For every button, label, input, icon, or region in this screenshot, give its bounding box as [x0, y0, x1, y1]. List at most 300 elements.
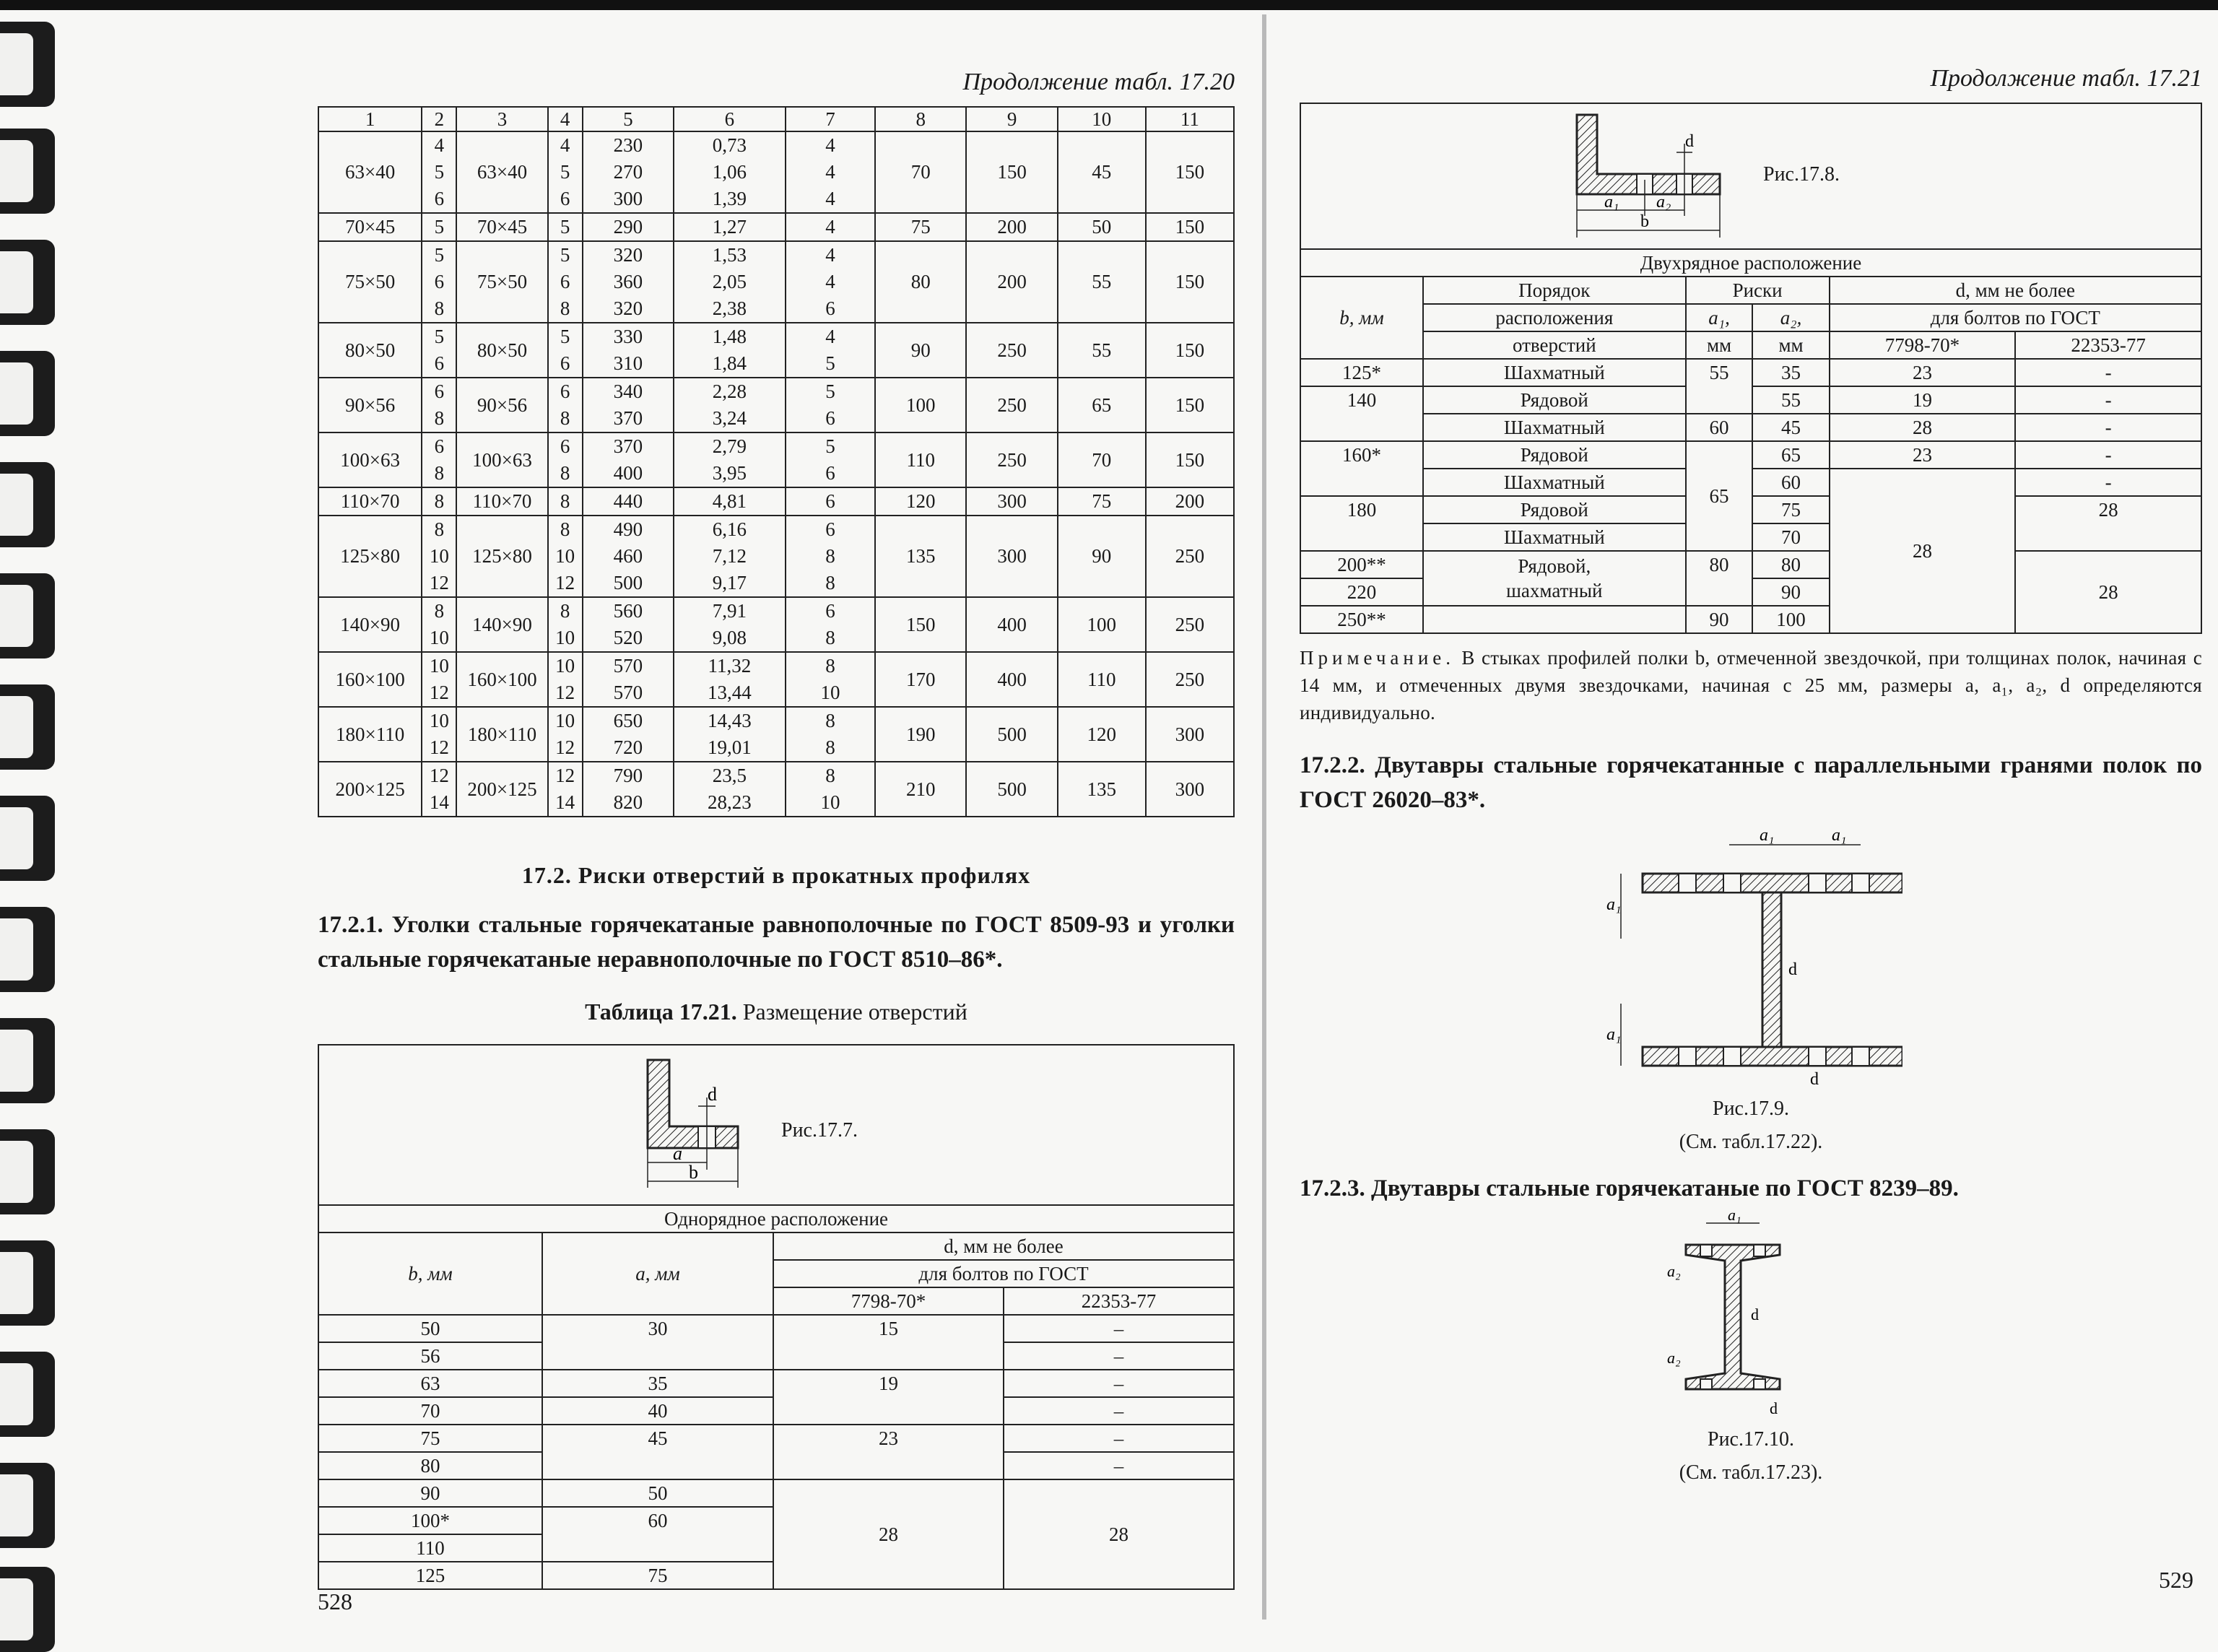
cell-line: 6 [825, 518, 835, 540]
table-cell: 150 [1146, 378, 1234, 432]
cell-line: 1,84 [712, 352, 747, 374]
dim-d-label: d [1685, 132, 1694, 151]
table-cell: 80×50 [318, 323, 422, 378]
cell-line: 310 [613, 352, 643, 374]
table-cell: 150 [1146, 323, 1234, 378]
table-cell [674, 131, 786, 213]
cell-line: 490 [613, 518, 643, 540]
cell-line: 560 [613, 600, 643, 622]
table-cell: 120 [1058, 707, 1146, 762]
table-cell [583, 378, 674, 432]
table-cell: 300 [966, 487, 1057, 516]
cell-line: 9,08 [712, 627, 747, 648]
table-cell: 80 [1752, 551, 1829, 578]
paragraph-17-2-2: 17.2.2. Двутавры стальные горячекатанные с параллельными гранями полок по ГОСТ 26020–83*. [1300, 752, 2202, 813]
cell-line: 8 [434, 462, 445, 484]
cell-line: 360 [613, 271, 643, 292]
cell-line: 4 [825, 244, 835, 266]
dim-a1-label: a₁ [1760, 830, 1775, 845]
cell-line: 10 [429, 655, 449, 677]
cell-line: 8 [560, 297, 570, 319]
figure-17-8-caption: Рис.17.8. [1763, 163, 1840, 186]
cell-line: 12 [429, 765, 449, 786]
table-cell: 250 [1146, 597, 1234, 652]
table-cell: 100 [875, 378, 966, 432]
table-cell: 100* [318, 1507, 542, 1534]
table-cell [548, 707, 583, 762]
header-cell: 3 [456, 107, 547, 131]
cell-line: 8 [434, 297, 445, 319]
table-cell: 110 [318, 1534, 542, 1562]
cell-line: 1,53 [712, 244, 747, 266]
table-cell: 45 [1752, 414, 1829, 441]
cell-line: 460 [613, 545, 643, 567]
table-cell [1423, 606, 1686, 633]
cell-line: 5 [825, 381, 835, 402]
cell-line: 4 [560, 134, 570, 156]
cell-line: 8 [560, 600, 570, 622]
table-cell: 150 [1146, 241, 1234, 323]
table-cell [422, 378, 456, 432]
i-beam-figure-17-10 [1643, 1212, 1859, 1421]
table-cell: 180×110 [456, 707, 547, 762]
table-cell: 60 [1752, 469, 1829, 496]
table-cell [422, 241, 456, 323]
cell-line: 8 [825, 765, 835, 786]
table-cell: 220 [1300, 578, 1423, 606]
cell-line: 19,01 [708, 736, 752, 758]
table-cell [786, 652, 875, 707]
table-cell: 75 [875, 213, 966, 241]
table-cell: 150 [1146, 131, 1234, 213]
cell-line: 10 [429, 545, 449, 567]
figure-17-7-cell [318, 1045, 1234, 1205]
table-cell: – [1004, 1452, 1234, 1479]
cell-line: 6 [434, 188, 445, 209]
table-cell: 135 [1058, 762, 1146, 817]
table-cell [548, 516, 583, 597]
table-cell: 65 [1686, 441, 1753, 551]
cell-line: 10 [555, 710, 575, 731]
table-cell [583, 762, 674, 817]
table-row [318, 487, 1234, 516]
col-bolts-gost: для болтов по ГОСТ [773, 1260, 1234, 1287]
cell-line: 10 [429, 627, 449, 648]
cell-line: 10 [820, 682, 840, 703]
figure-17-10-see: (См. табл.17.23). [1679, 1461, 1823, 1484]
dim-a1-label: a₁ [1604, 193, 1619, 212]
figure-17-9-see: (См. табл.17.22). [1679, 1131, 1823, 1153]
table-cell [786, 213, 875, 241]
table-cell: 80 [1686, 551, 1753, 606]
table-cell: Рядовой [1423, 441, 1686, 469]
table-cell [583, 597, 674, 652]
table-cell: 65 [1058, 378, 1146, 432]
left-page [318, 69, 1235, 1590]
header-cell: 11 [1146, 107, 1234, 131]
cell-line: 570 [613, 655, 643, 677]
table-cell: 50 [318, 1315, 542, 1342]
table-cell: 180×110 [318, 707, 422, 762]
table-cell: – [1004, 1342, 1234, 1370]
cell-line: 2,79 [712, 435, 747, 457]
cell-line: 8 [560, 518, 570, 540]
table-cell: 70 [1752, 523, 1829, 551]
table-cell: 170 [875, 652, 966, 707]
col-order-3: отверстий [1423, 331, 1686, 359]
table-cell: 75×50 [456, 241, 547, 323]
table-cell: 125* [1300, 359, 1423, 386]
table-caption [318, 999, 1235, 1025]
cell-line: 8 [434, 490, 445, 512]
table-cell: 75 [318, 1425, 542, 1452]
table-cell [674, 762, 786, 817]
table-cell [422, 516, 456, 597]
table-cell [422, 762, 456, 817]
table-cell: – [1004, 1397, 1234, 1425]
cell-line: 6 [434, 435, 445, 457]
table-cell [786, 487, 875, 516]
col-bolts-gost: для болтов по ГОСТ [1830, 304, 2201, 331]
dim-a2-label-2: a₂ [1667, 1349, 1681, 1367]
cell-line: 8 [825, 572, 835, 594]
table-cell: 50 [1058, 213, 1146, 241]
cell-line: 720 [613, 736, 643, 758]
header-cell: 6 [674, 107, 786, 131]
col-a-mm: a, мм [542, 1233, 773, 1315]
table-cell: 250 [966, 323, 1057, 378]
cell-line: 520 [613, 627, 643, 648]
cell-line: 12 [555, 765, 575, 786]
table-cell: 35 [1752, 359, 1829, 386]
col-gost-7798: 7798-70* [1830, 331, 2016, 359]
cell-line: 6 [560, 352, 570, 374]
table-cell [583, 432, 674, 487]
table-cell [583, 652, 674, 707]
dim-a-label: a [673, 1143, 682, 1164]
table-cell: 250 [966, 378, 1057, 432]
dim-d-label-2: d [1810, 1070, 1819, 1089]
table-cell: 150 [1146, 213, 1234, 241]
cell-line: 4 [825, 188, 835, 209]
cell-line: 6 [434, 381, 445, 402]
cell-line: 2,38 [712, 297, 747, 319]
scan-top-edge [0, 0, 2218, 10]
cell-line: 6 [825, 407, 835, 429]
cell-line: 10 [555, 545, 575, 567]
table-17-20-continued [318, 106, 1235, 817]
table-cell: 45 [1058, 131, 1146, 213]
cell-line: 8 [825, 545, 835, 567]
table-cell: 35 [542, 1370, 773, 1397]
dim-d-label: d [1788, 960, 1797, 979]
cell-line: 2,05 [712, 271, 747, 292]
cell-line: 8 [434, 518, 445, 540]
table-cell: 23 [1830, 359, 2016, 386]
angle-profile-double-figure [1568, 108, 1756, 245]
table-cell: 80 [318, 1452, 542, 1479]
table-cell [786, 241, 875, 323]
cell-line: 400 [613, 462, 643, 484]
col-a2-unit: мм [1752, 331, 1829, 359]
table-cell [583, 241, 674, 323]
cell-line: 11,32 [708, 655, 752, 677]
note-lead: Примечание. [1300, 647, 1456, 669]
dim-a2-label: a₂ [1656, 193, 1671, 212]
table-cell: 50 [542, 1479, 773, 1507]
table-cell: 200×125 [318, 762, 422, 817]
table-cell [786, 131, 875, 213]
cell-line: 7,12 [712, 545, 747, 567]
cell-line: 12 [555, 572, 575, 594]
cell-line: 2,28 [712, 381, 747, 402]
figure-17-9-caption: Рис.17.9. [1713, 1097, 1789, 1120]
table-cell: Рядовой [1423, 496, 1686, 523]
header-cell: 10 [1058, 107, 1146, 131]
table-cell [583, 707, 674, 762]
cell-line: 10 [429, 710, 449, 731]
table-cell: 135 [875, 516, 966, 597]
cell-line: 5 [434, 326, 445, 347]
table-cell: 140 [1300, 386, 1423, 441]
table-cell: 90 [1058, 516, 1146, 597]
table-17-21-double-row [1300, 103, 2202, 634]
table-row [318, 131, 1234, 213]
dim-d-label: d [1751, 1305, 1759, 1323]
table-cell: 55 [1058, 323, 1146, 378]
cell-line: 4 [825, 271, 835, 292]
cell-line: 6 [825, 490, 835, 512]
cell-line: 5 [825, 352, 835, 374]
double-row-title: Двухрядное расположение [1300, 249, 2201, 277]
page-number-right: 529 [2159, 1567, 2193, 1593]
table-cell: 200 [1146, 487, 1234, 516]
table-cell: 23 [1830, 441, 2016, 469]
cell-line: 5 [560, 161, 570, 183]
table-cell [422, 323, 456, 378]
cell-line: 5 [434, 161, 445, 183]
table-cell: 45 [542, 1425, 773, 1479]
table-cell [674, 516, 786, 597]
table-cell: 150 [875, 597, 966, 652]
cell-line: 12 [429, 572, 449, 594]
table-cell [548, 597, 583, 652]
cell-line: 8 [560, 407, 570, 429]
figure-17-7-caption: Рис.17.7. [781, 1119, 858, 1142]
table-row [318, 213, 1234, 241]
table-cell [583, 213, 674, 241]
table-cell: 90 [1686, 606, 1753, 633]
table-cell: 63×40 [318, 131, 422, 213]
table-cell: 63 [318, 1370, 542, 1397]
cell-line: 5 [434, 216, 445, 238]
cell-line: 5 [560, 326, 570, 347]
cell-line: 8 [825, 627, 835, 648]
cell-line: 14,43 [708, 710, 752, 731]
col-order-2: расположения [1423, 304, 1686, 331]
cell-line: 5 [434, 244, 445, 266]
table-cell: 110×70 [318, 487, 422, 516]
table-cell: - [2015, 386, 2201, 414]
table-cell [674, 707, 786, 762]
table-cell: 250 [1146, 652, 1234, 707]
table-cell: 110×70 [456, 487, 547, 516]
table-cell [786, 762, 875, 817]
table-cell: 300 [1146, 762, 1234, 817]
table-cell: 125 [318, 1562, 542, 1589]
cell-line: 790 [613, 765, 643, 786]
table-cell [583, 487, 674, 516]
table-cell: 100 [1752, 606, 1829, 633]
table-cell: 90 [875, 323, 966, 378]
figure-17-8-cell [1300, 103, 2201, 249]
cell-line: 340 [613, 381, 643, 402]
table-cell [674, 323, 786, 378]
table-cell: 190 [875, 707, 966, 762]
table-cell: Шахматный [1423, 359, 1686, 386]
col-gost-22353: 22353-77 [1004, 1287, 1234, 1315]
cell-line: 5 [560, 216, 570, 238]
table-row [318, 432, 1234, 487]
table-cell: 200 [966, 241, 1057, 323]
table-cell: 250** [1300, 606, 1423, 633]
cell-line: 10 [555, 655, 575, 677]
header-cell: 5 [583, 107, 674, 131]
cell-line: 14 [429, 791, 449, 813]
cell-line: 8 [560, 462, 570, 484]
cell-line: 3,24 [712, 407, 747, 429]
table-caption-number: Таблица 17.21. [585, 999, 737, 1025]
cell-line: 320 [613, 244, 643, 266]
table-cell: 28 [1830, 414, 2016, 441]
cell-line: 4 [825, 161, 835, 183]
page-number-left: 528 [318, 1588, 352, 1614]
table-cell: 300 [1146, 707, 1234, 762]
table-cell: 90 [1752, 578, 1829, 606]
cell-line: 320 [613, 297, 643, 319]
col-b-mm: b, мм [318, 1233, 542, 1315]
table-cell [422, 213, 456, 241]
table-caption-text: Размещение отверстий [736, 999, 967, 1025]
table-row [318, 516, 1234, 597]
table-cell: 160×100 [456, 652, 547, 707]
table-cell: 60 [542, 1507, 773, 1562]
table-cell [548, 241, 583, 323]
cell-line: 3,95 [712, 462, 747, 484]
table-cell: 110 [875, 432, 966, 487]
cell-line: 0,73 [712, 134, 747, 156]
cell-line: 1,48 [712, 326, 747, 347]
cell-line: 500 [613, 572, 643, 594]
cell-line: 6 [560, 271, 570, 292]
table-cell: - [2015, 414, 2201, 441]
table-cell: 28 [1830, 469, 2016, 633]
section-title: 17.2. Риски отверстий в прокатных профилях [521, 862, 1031, 888]
cell-line: 650 [613, 710, 643, 731]
cell-line: 4 [825, 134, 835, 156]
table-cell: 500 [966, 707, 1057, 762]
dim-d-label: d [708, 1084, 717, 1105]
continuation-heading-right: Продолжение табл. 17.21 [1930, 65, 2202, 92]
table-row [318, 707, 1234, 762]
table-row [318, 652, 1234, 707]
cell-line: 28,23 [708, 791, 752, 813]
table-cell [548, 432, 583, 487]
col-marks: Риски [1686, 277, 1830, 304]
cell-line: 12 [555, 682, 575, 703]
table-cell [422, 707, 456, 762]
table-cell: 70×45 [456, 213, 547, 241]
table-cell [422, 131, 456, 213]
table-cell: 75 [1058, 487, 1146, 516]
table-row [318, 241, 1234, 323]
continuation-heading: Продолжение табл. 17.20 [962, 69, 1235, 95]
table-cell: 15 [773, 1315, 1004, 1370]
table-cell: 180 [1300, 496, 1423, 551]
table-cell: 400 [966, 652, 1057, 707]
table-cell: Рядовой [1423, 386, 1686, 414]
table-cell: 90×56 [456, 378, 547, 432]
cell-line: 14 [555, 791, 575, 813]
table-cell: 23 [773, 1425, 1004, 1479]
cell-line: 820 [613, 791, 643, 813]
table-cell: 90 [318, 1479, 542, 1507]
table-row [318, 762, 1234, 817]
dim-b-label: b [689, 1162, 698, 1183]
table-cell [583, 323, 674, 378]
table-cell: Шахматный [1423, 523, 1686, 551]
cell-line: 1,06 [712, 161, 747, 183]
table-cell [548, 487, 583, 516]
cell-line: 4,81 [712, 490, 747, 512]
table-cell [1423, 551, 1686, 606]
cell-line: 10 [820, 791, 840, 813]
table-cell: 28 [2015, 551, 2201, 633]
table-cell [548, 323, 583, 378]
col-b-mm: b, мм [1300, 277, 1423, 359]
cell-line: 6,16 [712, 518, 747, 540]
cell-line: 6 [560, 435, 570, 457]
cell-line: 6 [825, 462, 835, 484]
cell-line: 23,5 [712, 765, 747, 786]
cell-line: 300 [613, 188, 643, 209]
table-cell: 500 [966, 762, 1057, 817]
table-cell: 75×50 [318, 241, 422, 323]
cell-line: 7,91 [712, 600, 747, 622]
table-cell [548, 213, 583, 241]
table-cell: 75 [1752, 496, 1829, 523]
table-cell [674, 652, 786, 707]
col-gost-22353: 22353-77 [2015, 331, 2201, 359]
single-row-title: Однорядное расположение [318, 1205, 1234, 1233]
dim-a1-label-3: a₁ [1606, 895, 1622, 914]
table-cell: 70 [875, 131, 966, 213]
cell-line: 330 [613, 326, 643, 347]
table-cell: 140×90 [318, 597, 422, 652]
header-cell: 8 [875, 107, 966, 131]
table-cell: 100×63 [456, 432, 547, 487]
table-cell: 75 [542, 1562, 773, 1589]
table-cell: Шахматный [1423, 414, 1686, 441]
cell-line: 370 [613, 435, 643, 457]
table-cell [548, 378, 583, 432]
table-cell: 150 [966, 131, 1057, 213]
table-cell: 55 [1752, 386, 1829, 414]
table-cell [786, 323, 875, 378]
table-cell: 70×45 [318, 213, 422, 241]
table-cell: 90×56 [318, 378, 422, 432]
table-cell [674, 213, 786, 241]
